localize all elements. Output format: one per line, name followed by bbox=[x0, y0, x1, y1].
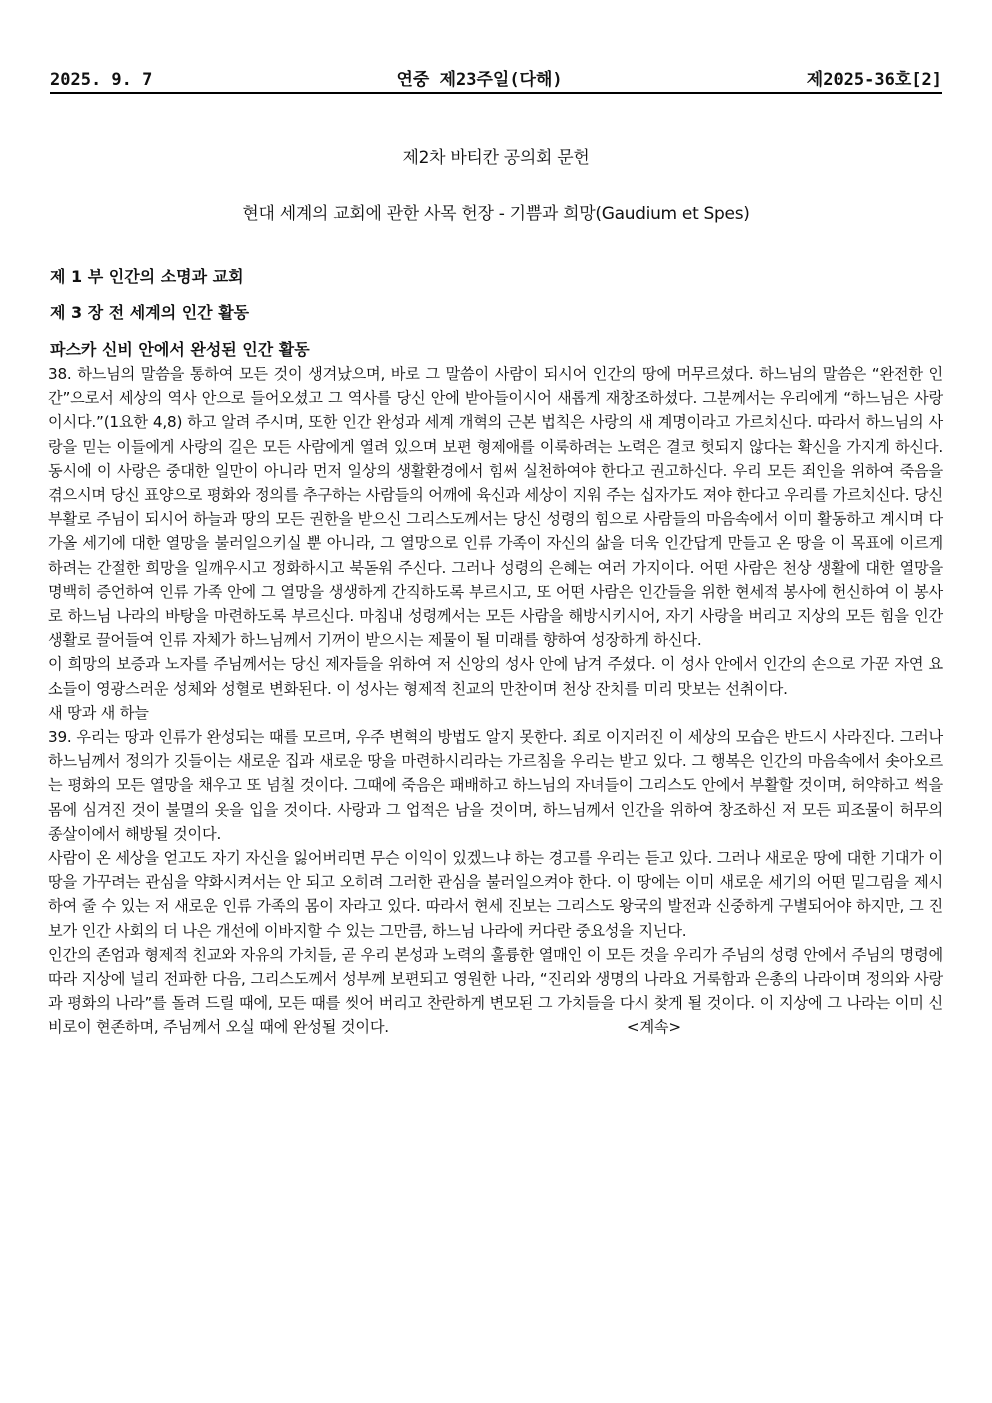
continued-mark: <계속> bbox=[626, 1018, 681, 1037]
subheading-new-earth: 새 땅과 새 하늘 bbox=[48, 703, 149, 722]
page-header bbox=[50, 68, 942, 94]
paragraph-39-final-text: 인간의 존엄과 형제적 친교와 자유의 가치들, 곧 우리 본성과 노력의 훌륭한 열매인 이 모든 것을 우리가 주님의 성령 안에서 주님의 명령에 따라 지상에 널리 전파한 다음, 그리스도께서 성부께 보편되고 영원한 나라, “진리와 생명의 나라요 거룩함과 은총의 나라이며 정의와 사랑과 평화의 나라”를 돌려 드릴 때에, 모든 때를 씻어 버리고 찬란하게 변모된 그 가치들을 다시 찾게 될 것이다. 이 지상에 그 나라는 이미 신비로이 현존하며, 주님께서 오실 때에 완성될 것이다. bbox=[48, 945, 943, 1037]
paragraph-38-continued: 이 희망의 보증과 노자를 주님께서는 당신 제자들을 위하여 저 신앙의 성사 안에 남겨 주셨다. 이 성사 안에서 인간의 손으로 가꾼 자연 요소들이 영광스러운 성체와 성혈로 변화된다. 이 성사는 형제적 친교의 만찬이며 천상 잔치를 미리 맛보는 선취이다. bbox=[48, 655, 943, 698]
paragraph-39-final bbox=[48, 943, 943, 1040]
paragraph-38: 38. 하느님의 말씀을 통하여 모든 것이 생겨났으며, 바로 그 말씀이 사람이 되시어 인간의 땅에 머무르셨다. 하느님의 말씀은 “완전한 인간”으로서 세상의 역사 안으로 들어오셨고 그 역사를 당신 안에 받아들이시어 새롭게 재창조하셨다. 그분께서는 우리에게 “하느님은 사랑이시다.”(1요한 4,8) 하고 알려 주시며, 또한 인간 완성과 세계 개혁의 근본 법칙은 사랑의 새 계명이라고 가르치신다. 따라서 하느님의 사랑을 믿는 이들에게 사랑의 길은 모든 사람에게 열려 있으며 보편 형제애를 이룩하려는 노력은 결코 헛되지 않다는 확신을 가지게 하신다. 동시에 이 사랑은 중대한 일만이 아니라 먼저 일상의 생활환경에서 힘써 실천하여야 한다고 권고하신다. 우리 모든 죄인을 위하여 죽음을 겪으시며 당신 표양으로 평화와 정의를 추구하는 사람들의 어깨에 육신과 세상이 지워 주는 십자가도 져야 한다고 우리를 가르치신다. 당신 부활로 주님이 되시어 하늘과 땅의 모든 권한을 받으신 그리스도께서는 당신 성령의 힘으로 사람들의 마음속에서 이미 활동하고 계시며 다가올 세기에 대한 열망을 불러일으키실 뿐 아니라, 그 열망으로 인류 가족이 자신의 삶을 더욱 인간답게 만들고 온 땅을 이 목표에 이르게 하려는 간절한 희망을 일깨우시고 정화하시고 북돋워 주신다. 그러나 성령의 은혜는 여러 가지이다. 어떤 사람은 천상 생활에 대한 열망을 명백히 증언하여 인류 가족 안에 그 열망을 생생하게 간직하도록 부르시고, 또 어떤 사람은 인간들을 위한 현세적 봉사에 헌신하여 이 봉사로 하느님 나라의 바탕을 마련하도록 부르신다. 마침내 성령께서는 모든 사람을 해방시키시어, 자기 사랑을 버리고 지상의 모든 힘을 인간 생활로 끌어들여 인류 자체가 하느님께서 기꺼이 받으시는 제물이 될 미래를 향하여 성장하게 하신다. bbox=[48, 365, 943, 650]
document-title: 제2차 바티칸 공의회 문헌 bbox=[402, 148, 590, 168]
header-issue: 제2025-36호[2] bbox=[806, 70, 942, 90]
document-subtitle: 현대 세계의 교회에 관한 사목 헌장 - 기쁨과 희망(Gaudium et Spes) bbox=[242, 204, 750, 224]
paragraph-39-warning: 사람이 온 세상을 얻고도 자기 자신을 잃어버리면 무슨 이익이 있겠느냐 하는 경고를 우리는 듣고 있다. 그러나 새로운 땅에 대한 기대가 이 땅을 가꾸려는 관심을 약화시켜서는 안 되고 오히려 그러한 관심을 불러일으켜야 한다. 이 땅에는 이미 새로운 세기의 어떤 밑그림을 제시하여 줄 수 있는 저 새로운 인류 가족의 몸이 자라고 있다. 따라서 현세 진보는 그리스도 왕국의 발전과 신중하게 구별되어야 하지만, 그 진보가 인간 사회의 더 나은 개선에 이바지할 수 있는 그만큼, 하느님 나라에 커다란 중요성을 지닌다. bbox=[48, 849, 943, 940]
header-date: 2025. 9. 7 bbox=[50, 70, 153, 90]
body-text bbox=[48, 362, 943, 1040]
header-sunday: 연중 제23주일(다해) bbox=[396, 70, 563, 90]
paragraph-39: 39. 우리는 땅과 인류가 완성되는 때를 모르며, 우주 변혁의 방법도 알지 못한다. 죄로 이지러진 이 세상의 모습은 반드시 사라진다. 그러나 하느님께서 정의가 깃들이는 새로운 집과 새로운 땅을 마련하시리라는 가르침을 우리는 받고 있다. 그 행복은 인간의 마음속에서 솟아오르는 평화의 모든 열망을 채우고 또 넘칠 것이다. 그때에 죽음은 패배하고 하느님의 자녀들이 그리스도 안에서 부활할 것이며, 허약하고 썩을 몸에 심겨진 것이 불멸의 옷을 입을 것이다. 사랑과 그 업적은 남을 것이며, 하느님께서 인간을 위하여 창조하신 저 모든 피조물이 허무의 종살이에서 해방될 것이다. bbox=[48, 728, 943, 843]
part-heading: 제 1 부 인간의 소명과 교회 bbox=[50, 267, 244, 286]
section-heading: 파스카 신비 안에서 완성된 인간 활동 bbox=[50, 340, 310, 359]
chapter-heading: 제 3 장 전 세계의 인간 활동 bbox=[50, 303, 250, 322]
